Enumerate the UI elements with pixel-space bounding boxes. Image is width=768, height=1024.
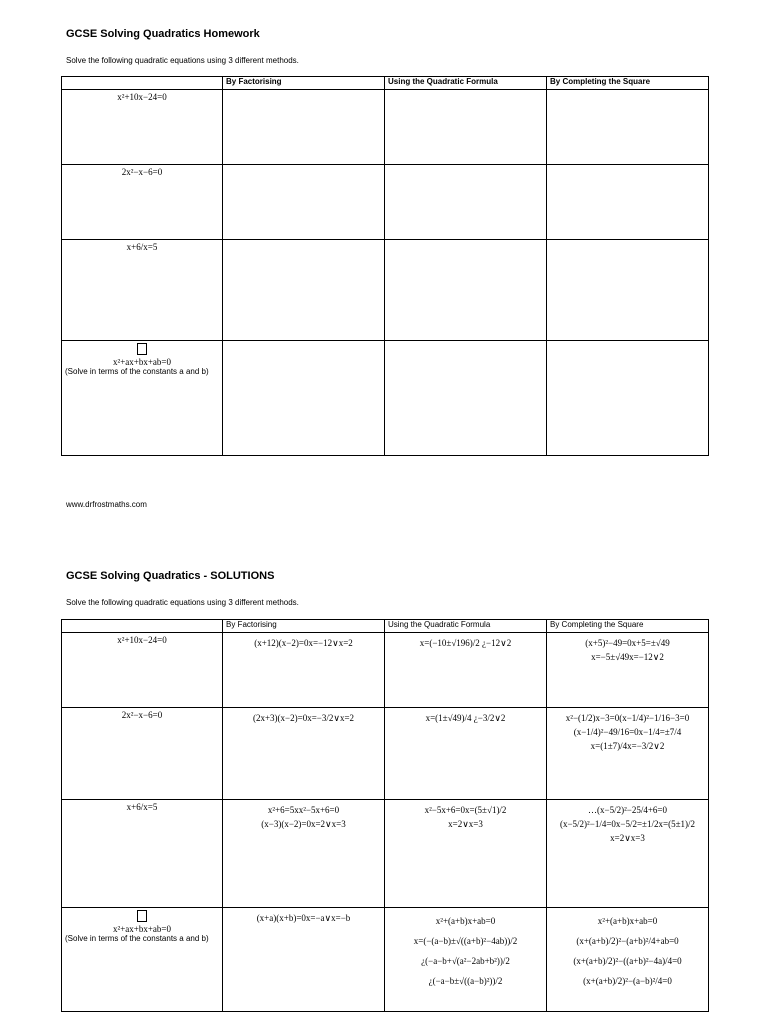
equation-cell: [62, 633, 223, 708]
answer-cell: [385, 240, 547, 341]
solution-line: x=(1±√49)/4 ¿−3/2∨2: [425, 713, 506, 723]
solution-line: x=2∨x=3: [448, 819, 483, 829]
solution-line: …(x−5/2)²−25/4+6=0: [588, 805, 667, 815]
table-row: [62, 240, 709, 341]
equation: x²+ax+bx+ab=0: [113, 924, 171, 934]
solution-line: (2x+3)(x−2)=0x=−3/2∨x=2: [252, 713, 355, 723]
answer-cell: [223, 165, 385, 240]
answer-cell: [547, 165, 709, 240]
placeholder-box-icon: [137, 343, 147, 355]
solution-line: x=2∨x=3: [610, 833, 645, 843]
footer-url: www.drfrostmaths.com: [66, 500, 147, 509]
completing-solution: [547, 633, 709, 708]
answer-cell: [547, 90, 709, 165]
solutions-table: [61, 619, 709, 1012]
placeholder-box-icon: [137, 910, 147, 922]
equation-cell: [62, 708, 223, 800]
solution-line: x²−5x+6=0x=(5±√1)/2: [424, 805, 507, 815]
header-factorising: By Factorising: [223, 620, 385, 633]
header-factorising: By Factorising: [223, 77, 385, 90]
equation-cell: [62, 341, 223, 456]
completing-solution: [547, 708, 709, 800]
equation: x²+10x−24=0: [117, 92, 167, 102]
answer-cell: [385, 90, 547, 165]
solution-line: (x−1/4)²−49/16=0x−1/4=±7/4: [573, 727, 682, 737]
solution-line: x²+(a+b)x+ab=0: [597, 916, 658, 926]
header-formula: Using the Quadratic Formula: [385, 620, 547, 633]
equation-cell: [62, 90, 223, 165]
solution-line: ¿(−a−b±√((a−b)²))/2: [428, 976, 503, 986]
table-row: [62, 908, 709, 1012]
solution-line: (x−3)(x−2)=0x=2∨x=3: [261, 819, 346, 829]
solution-line: ¿(−a−b+√(a²−2ab+b²))/2: [421, 956, 510, 966]
table-row: [62, 165, 709, 240]
answer-cell: [385, 341, 547, 456]
solution-line: (x+a)(x+b)=0x=−a∨x=−b: [256, 913, 351, 923]
formula-solution: [385, 908, 547, 1012]
factorising-solution: [223, 800, 385, 908]
table-row: [62, 708, 709, 800]
solution-line: x=(−10±√196)/2 ¿−12∨2: [419, 638, 512, 648]
solution-line: (x+12)(x−2)=0x=−12∨x=2: [254, 638, 353, 648]
solution-line: x²+6=5xx²−5x+6=0: [267, 805, 340, 815]
solution-line: x=−5±√49x=−12∨2: [591, 652, 664, 662]
answer-cell: [223, 240, 385, 341]
factorising-solution: [223, 708, 385, 800]
equation: x+6/x=5: [126, 802, 158, 812]
solution-line: (x+5)²−49=0x+5=±√49: [585, 638, 670, 648]
equation-cell: [62, 240, 223, 341]
answer-cell: [547, 341, 709, 456]
homework-title: GCSE Solving Quadratics Homework: [66, 28, 260, 40]
completing-solution: [547, 800, 709, 908]
answer-cell: [223, 341, 385, 456]
answer-cell: [385, 165, 547, 240]
table-row: [62, 633, 709, 708]
equation: x²+ax+bx+ab=0: [113, 357, 171, 367]
solution-line: (x+(a+b)/2)²−(a−b)²/4=0: [583, 976, 672, 986]
table-row: [62, 90, 709, 165]
equation: x+6/x=5: [126, 242, 158, 252]
formula-solution: [385, 633, 547, 708]
answer-cell: [223, 90, 385, 165]
table-row: [62, 341, 709, 456]
equation: 2x²−x−6=0: [121, 167, 163, 177]
homework-table: [61, 76, 709, 456]
formula-solution: [385, 708, 547, 800]
homework-instruction: Solve the following quadratic equations using 3 different methods.: [66, 56, 299, 65]
equation: x²+10x−24=0: [117, 635, 167, 645]
solutions-header-row: [62, 620, 709, 633]
solution-line: x²+(a+b)x+ab=0: [435, 916, 496, 926]
formula-solution: [385, 800, 547, 908]
equation-note: (Solve in terms of the constants a and b): [65, 934, 209, 943]
header-completing: By Completing the Square: [547, 77, 709, 90]
factorising-solution: [223, 633, 385, 708]
equation-cell: [62, 908, 223, 1012]
equation-note: (Solve in terms of the constants a and b): [65, 367, 209, 376]
header-completing: By Completing the Square: [547, 620, 709, 633]
solution-line: x=(1±7)/4x=−3/2∨2: [590, 741, 665, 751]
solution-line: x²−(1/2)x−3=0(x−1/4)²−1/16−3=0: [565, 713, 690, 723]
solution-line: x=(−(a−b)±√((a+b)²−4ab))/2: [413, 936, 518, 946]
table-row: [62, 800, 709, 908]
solutions-instruction: Solve the following quadratic equations using 3 different methods.: [66, 598, 299, 607]
equation: 2x²−x−6=0: [121, 710, 163, 720]
homework-header-row: [62, 77, 709, 90]
solutions-title: GCSE Solving Quadratics - SOLUTIONS: [66, 570, 275, 582]
completing-solution: [547, 908, 709, 1012]
solution-line: (x+(a+b)/2)²−((a+b)²−4a)/4=0: [573, 956, 682, 966]
solution-line: (x−5/2)²−1/4=0x−5/2=±1/2x=(5±1)/2: [559, 819, 696, 829]
header-equation: [62, 77, 223, 90]
equation-cell: [62, 800, 223, 908]
header-formula: Using the Quadratic Formula: [385, 77, 547, 90]
answer-cell: [547, 240, 709, 341]
header-equation: [62, 620, 223, 633]
equation-cell: [62, 165, 223, 240]
solution-line: (x+(a+b)/2)²−(a+b)²/4+ab=0: [576, 936, 679, 946]
factorising-solution: [223, 908, 385, 1012]
